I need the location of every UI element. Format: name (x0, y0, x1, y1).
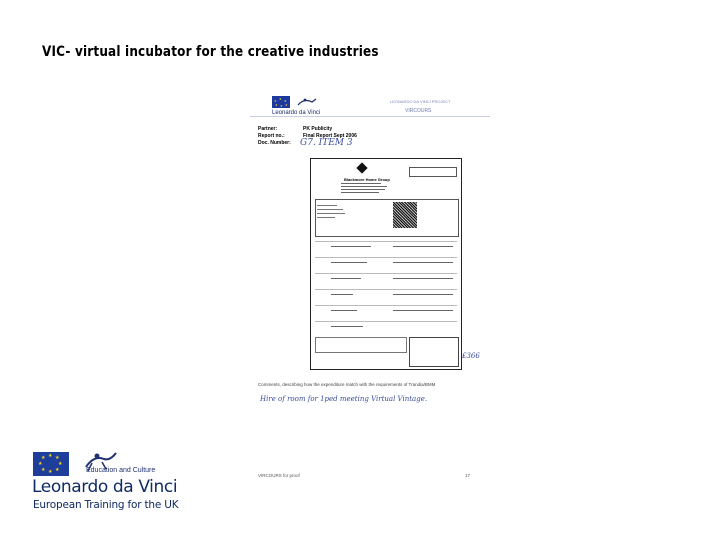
invoice-total-box (409, 337, 459, 367)
doc-number-label: Doc. Number: (258, 140, 291, 146)
partner-label: Partner: (258, 126, 278, 132)
invoice-company: Blackmore Home Group (344, 177, 390, 182)
leonardo-figure-icon (296, 96, 318, 108)
document-header-code: VIRCOURS (405, 108, 432, 114)
handwritten-doc-number: G7. ITEM 3 (300, 138, 353, 148)
document-page-number: 17 (465, 473, 471, 478)
partner-value: PK Publicity (303, 126, 333, 132)
logo-tagline: Education and Culture (86, 467, 156, 474)
invoice-scan (310, 158, 462, 370)
invoice-pattern (393, 202, 417, 228)
invoice-logo-icon (356, 162, 367, 173)
header-divider (250, 116, 490, 117)
logo-subtitle: European Training for the UK (33, 499, 179, 511)
document-logo-text: Leonardo da Vinci (272, 110, 321, 116)
handwritten-comment: Hire of room for 1ped meeting Virtual Vintage. (260, 395, 428, 403)
document-header-right: LEONARDO DA VINCI PROJECT (390, 99, 451, 104)
document-comment: Comments, describing how the expenditure match with the requirements of Trandia/BMM (258, 382, 436, 387)
handwritten-amount: £366 (462, 352, 480, 360)
scanned-document (250, 88, 496, 488)
eu-flag-icon: ★ ★ ★ ★ ★ ★ (272, 96, 290, 108)
document-footer-left: VIRCOURS for proof (258, 473, 300, 478)
logo-brand: Leonardo da Vinci (32, 477, 178, 497)
eu-flag-icon: ★ ★ ★ ★ ★ ★ ★ ★ (33, 452, 69, 476)
report-value: Final Report Sept 2006 (303, 133, 357, 139)
slide-title: VIC- virtual incubator for the creative industries (42, 44, 379, 60)
report-label: Report no.: (258, 133, 285, 139)
